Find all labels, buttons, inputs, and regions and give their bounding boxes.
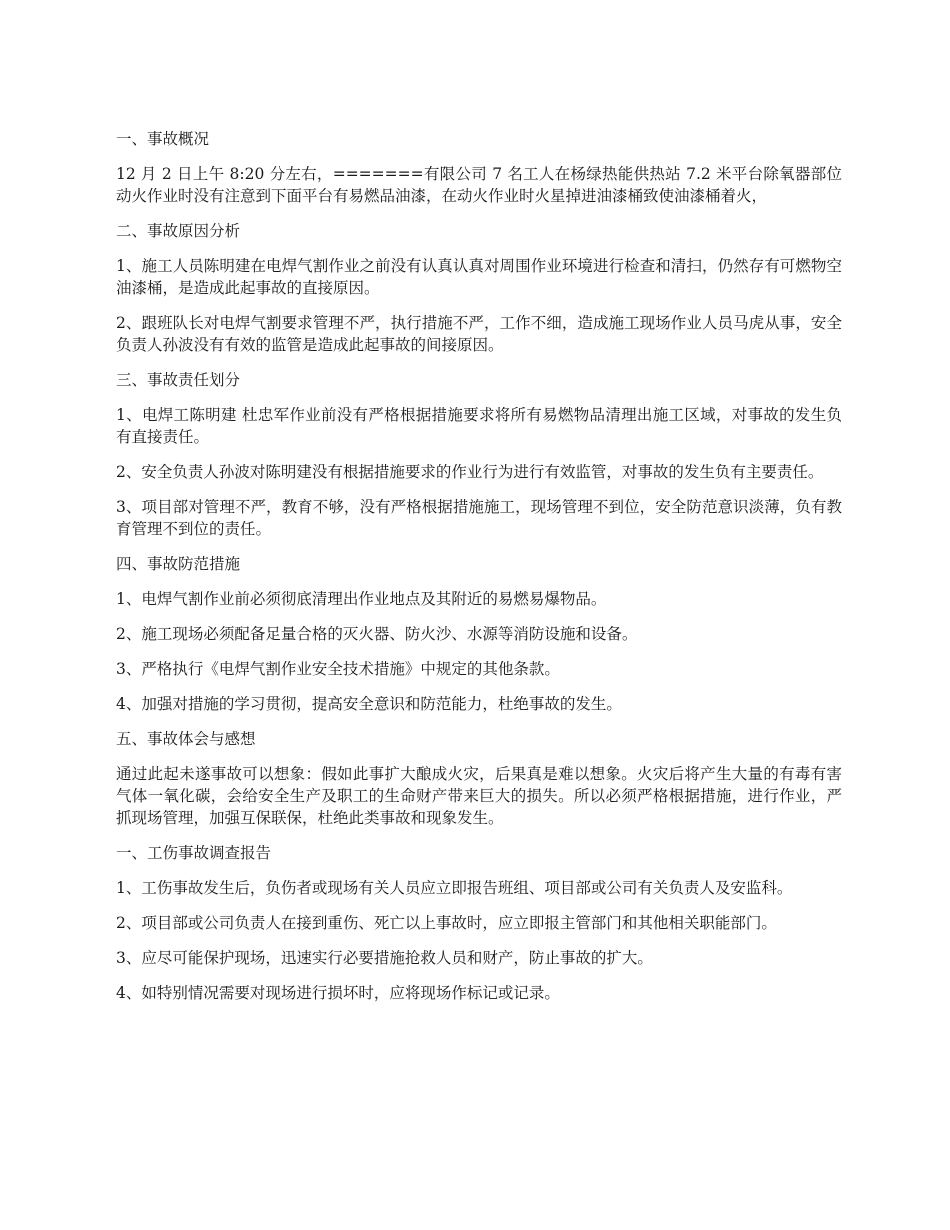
section-heading-responsibility: 三、事故责任划分 [116,371,241,389]
paragraph-prevention-4: 4、加强对措施的学习贯彻，提高安全意识和防范能力，杜绝事故的发生。 [116,695,622,713]
paragraph-prevention-2: 2、施工现场必须配备足量合格的灭火器、防火沙、水源等消防设施和设备。 [116,625,638,643]
section-heading-prevention: 四、事故防范措施 [116,555,241,573]
paragraph-injury-report-3: 3、应尽可能保护现场，迅速实行必要措施抢救人员和财产，防止事故的扩大。 [116,949,653,967]
paragraph-responsibility-1: 1、电焊工陈明建 杜忠军作业前没有严格根据措施要求将所有易燃物品清理出施工区域，对事故的发生负有直接责任。 [116,406,842,446]
paragraph-injury-report-4: 4、如特别情况需要对现场进行损坏时，应将现场作标记或记录。 [116,984,560,1002]
paragraph-cause-2: 2、跟班队长对电焊气割要求管理不严，执行措施不严，工作不细，造成施工现场作业人员马虎从事，安全负责人孙波没有有效的监管是造成此起事故的间接原因。 [116,314,842,354]
section-heading-accident-overview: 一、事故概况 [116,130,210,148]
paragraph-injury-report-1: 1、工伤事故发生后，负伤者或现场有关人员应立即报告班组、项目部或公司有关负责人及安监科。 [116,879,793,897]
paragraph-reflection: 通过此起未遂事故可以想象：假如此事扩大酿成火灾，后果真是难以想象。火灾后将产生大量的有毒有害气体一氧化碳，会给安全生产及职工的生命财产带来巨大的损失。所以必须严格根据措施，进行作业，严抓现场管理，加强互保联保，杜绝此类事故和现象发生。 [116,765,842,827]
paragraph-accident-overview: 12 月 2 日上午 8:20 分左右，=======有限公司 7 名工人在杨绿热能供热站 7.2 米平台除氧器部位动火作业时没有注意到下面平台有易燃品油漆，在动火作业时火星掉进油漆桶致使油漆桶着火， [116,165,842,205]
paragraph-responsibility-2: 2、安全负责人孙波对陈明建没有根据措施要求的作业行为进行有效监管，对事故的发生负有主要责任。 [116,463,824,481]
section-heading-reflection: 五、事故体会与感想 [116,730,256,748]
paragraph-injury-report-2: 2、项目部或公司负责人在接到重伤、死亡以上事故时，应立即报主管部门和其他相关职能部门。 [116,914,777,932]
paragraph-cause-1: 1、施工人员陈明建在电焊气割作业之前没有认真认真对周围作业环境进行检查和清扫，仍然存有可燃物空油漆桶，是造成此起事故的直接原因。 [116,257,842,297]
section-heading-cause-analysis: 二、事故原因分析 [116,222,241,240]
section-heading-injury-report: 一、工伤事故调查报告 [116,844,272,862]
paragraph-prevention-3: 3、严格执行《电焊气割作业安全技术措施》中规定的其他条款。 [116,660,560,678]
document-body [116,128,842,1017]
paragraph-responsibility-3: 3、项目部对管理不严，教育不够，没有严格根据措施施工，现场管理不到位，安全防范意识淡薄，负有教育管理不到位的责任。 [116,498,842,538]
paragraph-prevention-1: 1、电焊气割作业前必须彻底清理出作业地点及其附近的易燃易爆物品。 [116,590,607,608]
